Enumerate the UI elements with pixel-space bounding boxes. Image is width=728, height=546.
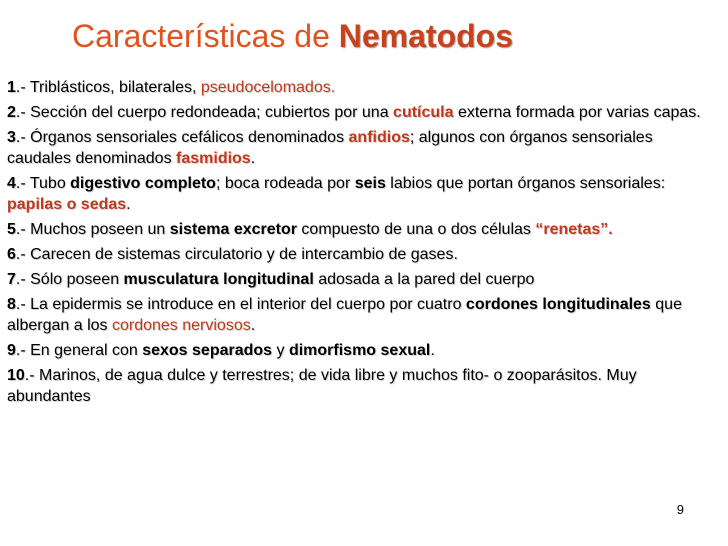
item-emphasis: fasmidios [176, 150, 251, 167]
item-number: 1 [7, 79, 16, 96]
item-emphasis: pseudocelomados. [200, 79, 336, 96]
item-emphasis: dimorfismo sexual [288, 342, 431, 359]
list-item [7, 365, 721, 407]
item-emphasis: sistema excretor [169, 221, 297, 238]
item-number: 2 [7, 104, 16, 121]
item-number: 6 [7, 246, 16, 263]
item-text: .- Triblásticos, bilaterales, [15, 79, 201, 96]
item-text: .- Sección del cuerpo redondeada; cubiertos por una [15, 104, 394, 121]
item-text: .- Tubo [15, 175, 71, 192]
list-item [7, 244, 721, 265]
item-emphasis: sexos separados [142, 342, 273, 359]
page-number: 9 [676, 502, 684, 517]
list-item [7, 102, 721, 123]
item-emphasis: digestivo completo [70, 175, 216, 192]
item-emphasis: papilas o sedas [7, 196, 127, 213]
item-text: . [126, 196, 131, 213]
item-emphasis: cordones longitudinales [465, 296, 651, 313]
item-text: .- En general con [15, 342, 143, 359]
item-text: . [250, 150, 256, 167]
item-text: . [250, 317, 256, 334]
item-text: .- Sólo poseen [15, 271, 124, 288]
item-text: .- La epidermis se introduce en el interior del cuerpo por cuatro [15, 296, 466, 313]
list-item [7, 269, 721, 290]
item-emphasis: musculatura longitudinal [123, 271, 314, 288]
item-emphasis: cutícula [393, 104, 454, 121]
item-text: externa formada por varias capas. [453, 104, 701, 121]
item-number: 3 [7, 129, 16, 146]
list-item [7, 340, 721, 361]
item-text: ; boca rodeada por [215, 175, 355, 192]
item-text: y [272, 342, 289, 359]
item-text: .- Muchos poseen un [15, 221, 170, 238]
item-text: .- Órganos sensoriales cefálicos denominados [15, 129, 349, 146]
item-text: .- Marinos, de agua dulce y terrestres; de vida libre y muchos fito- o zooparásitos. Muy abundantes [7, 367, 637, 405]
item-text: .- Carecen de sistemas circulatorio y de intercambio de gases. [15, 246, 458, 263]
item-emphasis: seis [354, 175, 386, 192]
item-number: 9 [7, 342, 16, 359]
item-text: adosada a la pared del cuerpo [313, 271, 535, 288]
item-emphasis: anfidios [348, 129, 410, 146]
item-number: 10 [7, 367, 25, 384]
item-number: 7 [7, 271, 16, 288]
item-number: 5 [7, 221, 16, 238]
item-number: 8 [7, 296, 16, 313]
list-item [7, 77, 721, 98]
list-item [7, 173, 721, 215]
item-text: ; algunos con órganos sensoriales caudales denominados [7, 129, 653, 167]
characteristics-list [7, 77, 721, 411]
list-item [7, 219, 721, 240]
item-emphasis: cordones nerviosos [111, 317, 251, 334]
list-item [7, 127, 721, 169]
item-text: que albergan a los [7, 296, 682, 334]
slide-title [72, 16, 513, 56]
item-number: 4 [7, 175, 16, 192]
item-text: . [430, 342, 435, 359]
slide-title-emphasis: Nematodos [338, 18, 514, 54]
item-text: labios que portan órganos sensoriales: [385, 175, 666, 192]
item-text: compuesto de una o dos células [296, 221, 536, 238]
item-emphasis: “renetas”. [535, 221, 613, 238]
list-item [7, 294, 721, 336]
slide-title-prefix: Características de [72, 18, 339, 54]
